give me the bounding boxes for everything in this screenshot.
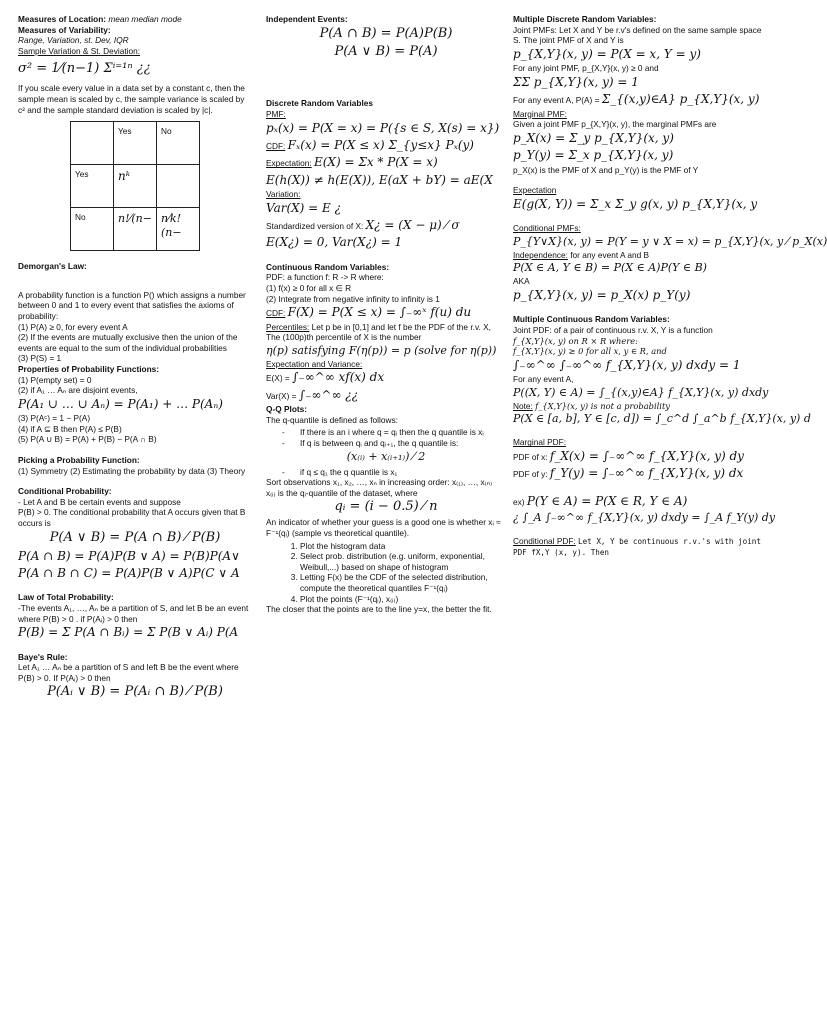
table-cell: n⁄k!(n−	[157, 208, 200, 251]
table-row-label-no: No	[71, 208, 114, 251]
standardized-label: Standardized version of X:	[266, 221, 364, 232]
union-formula: P(A₁ ∪ … ∪ Aₙ) = P(A₁) + … P(Aₙ)	[18, 396, 223, 411]
marginal-fy-formula: f_Y(y) = ∫₋∞^∞ f_{X,Y}(x, y) dx	[549, 466, 744, 481]
percentiles-label: Percentiles:	[266, 321, 310, 332]
table-header-no: No	[157, 122, 200, 165]
multi-continuous-heading: Multiple Continuous Random Variables:	[513, 314, 670, 325]
independence-label: Independence:	[513, 249, 568, 260]
picking-heading: Picking a Probability Function:	[18, 455, 140, 466]
table-cell	[157, 165, 200, 208]
varx-label: Var(X) =	[266, 390, 297, 401]
standardized-properties: E(X¿) = 0, Var(X¿) = 1	[266, 235, 403, 250]
axiom-3: (3) P(S) = 1	[18, 353, 62, 364]
conditional-pmf-label: Conditional PMFs:	[513, 223, 581, 234]
expectation-label: Expectation:	[266, 158, 312, 169]
event-a-formula: P((X, Y) ∈ A) = ∫_{(x,y)∈A} f_{X,Y}(x, y) dxdy	[513, 385, 769, 399]
continuous-cdf-label: CDF:	[266, 308, 286, 319]
bayes-def: Let A₁ … Aₙ be a partition of S and left B be the event where P(B) > 0. If P(Aᵢ) > 0 then	[18, 662, 239, 683]
order-statistic-def: x₍ᵢ₎ is the qᵢ-quantile of the dataset, where	[266, 487, 418, 498]
pdf-x-label: PDF of x:	[513, 451, 548, 462]
conditional-pdf-def: Let X, Y be continuous r.v.'s with joint PDF fX,Y (x, y). Then	[513, 536, 761, 557]
continuous-variance-formula: ∫₋∞^∞ ¿¿	[298, 387, 359, 402]
bayes-heading: Baye's Rule:	[18, 651, 68, 662]
q-quantile-list	[266, 427, 506, 448]
independence-formula: P(X ∈ A, Y ∈ B) = P(X ∈ A)P(Y ∈ B)	[513, 261, 707, 275]
total-probability-def: -The events A₁, …, Aₙ be a partition of S, and let B be an event where P(B) > 0 . if P(Aᵢ) > 0 then	[18, 602, 249, 624]
property-5: (5) P(A ∪ B) = P(A) + P(B) − P(A ∩ B)	[18, 434, 157, 445]
variance-formula: Var(X) = E ¿	[266, 200, 342, 215]
joint-expectation-label: Expectation	[513, 185, 557, 196]
picking-methods: (1) Symmetry (2) Estimating the probability by data (3) Theory	[18, 465, 246, 476]
location-heading: Measures of Location:	[18, 14, 107, 24]
ex-label: E(X) =	[266, 373, 290, 384]
pmf-label: PMF:	[266, 108, 286, 119]
continuous-cdf-formula: F(X) = P(X ≤ x) = ∫₋∞ˣ f(u) du	[287, 305, 472, 320]
conditional-heading: Conditional Probability:	[18, 486, 112, 497]
sample-variation-heading: Sample Variation & St. Deviation:	[18, 45, 141, 56]
column-middle	[266, 14, 506, 1016]
list-item: - if q ≤ q₁ the q quantile is x₁	[300, 467, 506, 478]
percentiles-def: Let p be in [0,1] and let f be the PDF of the r.v. X, The (100p)th percentile of X is the number	[266, 321, 491, 343]
percentile-formula: η(p) satisfying F(η(p)) = p (solve for η(p))	[266, 343, 497, 357]
marginal-fx-formula: f_X(x) = ∫₋∞^∞ f_{X,Y}(x, y) dy	[549, 448, 744, 463]
demorgan-heading: Demorgan's Law:	[18, 261, 87, 272]
pdf-condition-1: (1) f(x) ≥ 0 for all x ∈ R	[266, 283, 352, 294]
event-probability-label: For any event A, P(A) =	[513, 95, 600, 106]
fit-indicator: An indicator of whether your guess is a good one is whether xᵢ ≈ F⁻¹(qᵢ) (sample vs theoretical quantile).	[266, 517, 501, 538]
location-values: mean median mode	[108, 14, 182, 24]
continuous-expectation-formula: ∫₋∞^∞ xf(x) dx	[292, 370, 385, 385]
column-left	[18, 14, 252, 1016]
cdf-label: CDF:	[266, 140, 286, 151]
list-item: 2. Select prob. distribution (e.g. uniform, exponential, Weibull,...) based on shape of histogram	[300, 551, 506, 572]
pdf-def: PDF: a function f: R -> R where:	[266, 272, 384, 283]
sample-variance-formula: σ² = 1⁄(n−1) Σⁱ⁼¹ⁿ ¿¿	[18, 61, 151, 77]
qq-steps	[266, 541, 506, 605]
pdf-y-label: PDF of y:	[513, 469, 548, 480]
q-quantile-def: The q-quantile is defined as follows:	[266, 414, 398, 425]
joint-expectation-formula: E(g(X, Y)) = Σ_x Σ_y g(x, y) p_{X,Y}(x, y	[513, 196, 758, 211]
joint-pdf-def: Joint PDF: of a pair of continuous r.v. X, Y is a function	[513, 324, 713, 335]
list-item: 4. Plot the points (F⁻¹(qᵢ), x₍ᵢ₎)	[300, 594, 506, 605]
fit-conclusion: The closer that the points are to the line y=x, the better the fit.	[266, 604, 492, 615]
marginal-pmf-def: Given a joint PMF p_{X,Y}(x, y), the marginal PMFs are	[513, 119, 717, 130]
list-item: - If there is an i where q = qᵢ then the q quantile is xᵢ	[300, 427, 506, 438]
table-cell	[71, 122, 114, 165]
joint-pmf-nonneg: For any joint PMF, p_{X,Y}(x, y) ≥ 0 and	[513, 63, 659, 74]
example-formula: P(Y ∈ A) = P(X ∈ R, Y ∈ A)	[526, 493, 688, 508]
properties-heading: Properties of Probability Functions:	[18, 363, 160, 374]
pmf-formula: pₓ(x) = P(X = x) = P({s ∈ S, X(s) = x})	[266, 120, 500, 135]
probability-function-def: A probability function is a function P() which assigns a number between 0 and 1 to every event that satisfies the axioms of probability:	[18, 289, 246, 321]
example-label: ex)	[513, 496, 525, 507]
variability-heading: Measures of Variability:	[18, 24, 111, 35]
marginal-pmf-note: p_X(x) is the PMF of X and p_Y(y) is the PMF of Y	[513, 164, 699, 175]
independent-events-heading: Independent Events:	[266, 14, 348, 24]
joint-pdf-domain: f_{X,Y}(x, y) on R × R where:	[513, 335, 638, 346]
note-text: f_{X,Y}(x, y) is not a probability	[535, 400, 670, 411]
note-label: Note:	[513, 400, 533, 411]
independence-formula-1: P(A ∩ B) = P(A)P(B)	[319, 25, 453, 41]
list-item: - If q is between qᵢ and qᵢ₊₁, the q quantile is:	[300, 438, 506, 449]
joint-pmf-def: Joint PMFs: Let X and Y be r.v's defined on the same sample space S. The joint PMF of X and Y is	[513, 24, 762, 46]
rectangle-probability-formula: P(X ∈ [a, b], Y ∈ [c, d]) = ∫_c^d ∫_a^b f_{X,Y}(x, y) d	[513, 412, 811, 426]
counting-table	[70, 121, 200, 251]
marginal-pmf-label: Marginal PMF:	[513, 108, 567, 119]
marginal-py-formula: p_Y(y) = Σ_x p_{X,Y}(x, y)	[513, 148, 674, 163]
axiom-1: (1) P(A) ≥ 0, for every event A	[18, 321, 128, 332]
multiplication-rule-2: P(A ∩ B ∩ C) = P(A)P(B ∨ A)P(C ∨ A	[18, 565, 240, 580]
joint-pdf-integral: ∫₋∞^∞ ∫₋∞^∞ f_{X,Y}(x, y) dxdy = 1	[513, 357, 741, 372]
bayes-formula: P(Aᵢ ∨ B) = P(Aᵢ ∩ B) ⁄ P(B)	[47, 684, 223, 700]
conditional-formula: P(A ∨ B) = P(A ∩ B) ⁄ P(B)	[49, 529, 221, 545]
event-a-label: For any event A,	[513, 374, 574, 385]
table-cell: nᵏ	[114, 165, 157, 208]
table-row-label-yes: Yes	[71, 165, 114, 208]
marginal-px-formula: p_X(x) = Σ_y p_{X,Y}(x, y)	[513, 130, 674, 145]
expectation-formula: E(X) = Σx * P(X = x)	[313, 155, 438, 170]
property-3: (3) P(Aᶜ) = 1 − P(A)	[18, 413, 91, 424]
quantile-average-formula: (x₍ᵢ₎ + x₍ᵢ₊₁₎) ⁄ 2	[346, 449, 426, 463]
q-quantile-list-2	[266, 467, 506, 478]
conditional-pdf-label: Conditional PDF:	[513, 535, 576, 546]
variation-label: Variation:	[266, 189, 301, 200]
table-header-yes: Yes	[114, 122, 157, 165]
joint-pmf-formula: p_{X,Y}(x, y) = P(X = x, Y = y)	[513, 46, 701, 61]
sort-observations: Sort observations x₁, x₂, …, xₙ in increasing order: x₍₁₎, …, x₍ₙ₎	[266, 477, 493, 488]
expectation-variance-heading: Expectation and Variance:	[266, 358, 363, 369]
event-probability-formula: Σ_{(x,y)∈A} p_{X,Y}(x, y)	[601, 92, 760, 107]
scaling-note: If you scale every value in a data set by a constant c, then the sample mean is scaled by c, the sample variance is scaled by c² and the sample standard deviation is scaled by |c|.	[18, 83, 245, 115]
aka-text: AKA	[513, 276, 530, 287]
cdf-formula: Fₓ(x) = P(X ≤ x) Σ_{y≤x} Pₓ(y)	[287, 137, 474, 152]
independence-formula-2: P(A ∨ B) = P(A)	[334, 44, 438, 60]
axiom-2: (2) If the events are mutually exclusive then the union of the events are equal to the sum of the individual probabilities	[18, 332, 238, 353]
qi-formula: qᵢ = (i − 0.5) ⁄ n	[334, 499, 438, 515]
conditional-pmf-formula: P_{Y∨X}(x, y) = P(Y = y ∨ X = x) = p_{X,Y}(x, y ⁄ p_X(x)	[513, 234, 827, 248]
total-probability-formula: P(B) = Σ P(A ∩ Bᵢ) = Σ P(B ∨ Aᵢ) P(A	[18, 625, 239, 640]
expectation-linearity: E(h(X)) ≠ h(E(X)), E(aX + bY) = aE(X	[266, 172, 493, 187]
discrete-rv-heading: Discrete Random Variables	[266, 98, 373, 109]
property-1: (1) P(empty set) = 0	[18, 374, 92, 385]
conditional-intro: - Let A and B be certain events and suppose	[18, 496, 181, 507]
independence-text: for any event A and B	[570, 249, 650, 260]
total-probability-heading: Law of Total Probability:	[18, 592, 114, 603]
independence-pmf-formula: p_{X,Y}(x, y) = p_X(x) p_Y(y)	[513, 287, 691, 302]
example-integral: ¿ ∫_A ∫₋∞^∞ f_{X,Y}(x, y) dxdy = ∫_A f_Y(y) dy	[513, 511, 776, 525]
list-item: 1. Plot the histogram data	[300, 541, 506, 552]
variability-values: Range, Variation, st. Dev, IQR	[18, 35, 129, 46]
list-item: 3. Letting F(x) be the CDF of the selected distribution, compute the theoretical quantiles F⁻¹(qᵢ)	[300, 572, 506, 593]
standardized-formula: X¿ = (X − μ) ⁄ σ	[365, 218, 460, 233]
column-right	[513, 14, 827, 1016]
marginal-pdf-label: Marginal PDF:	[513, 437, 567, 448]
conditional-def: P(B) > 0. The conditional probability that A occurs given that B occurs is	[18, 507, 246, 529]
multiplication-rule-1: P(A ∩ B) = P(A)P(B ∨ A) = P(B)P(A∨	[18, 548, 240, 563]
joint-pdf-nonneg: f_{X,Y}(x, y) ≥ 0 for all x, y ∈ R, and	[513, 346, 667, 357]
table-cell: n!⁄(n−	[114, 208, 157, 251]
property-4: (4) if A ⊆ B then P(A) ≤ P(B)	[18, 423, 122, 434]
continuous-rv-heading: Continuous Random Variables:	[266, 261, 390, 272]
qq-plots-heading: Q-Q Plots:	[266, 404, 308, 415]
multi-discrete-heading: Multiple Discrete Random Variables:	[513, 14, 657, 24]
joint-pmf-sum: ΣΣ p_{X,Y}(x, y) = 1	[513, 74, 639, 89]
location-line	[18, 14, 252, 25]
pdf-condition-2: (2) Integrate from negative infinity to infinity is 1	[266, 293, 440, 304]
property-2: (2) if A₁ … Aₙ are disjoint events,	[18, 385, 138, 396]
